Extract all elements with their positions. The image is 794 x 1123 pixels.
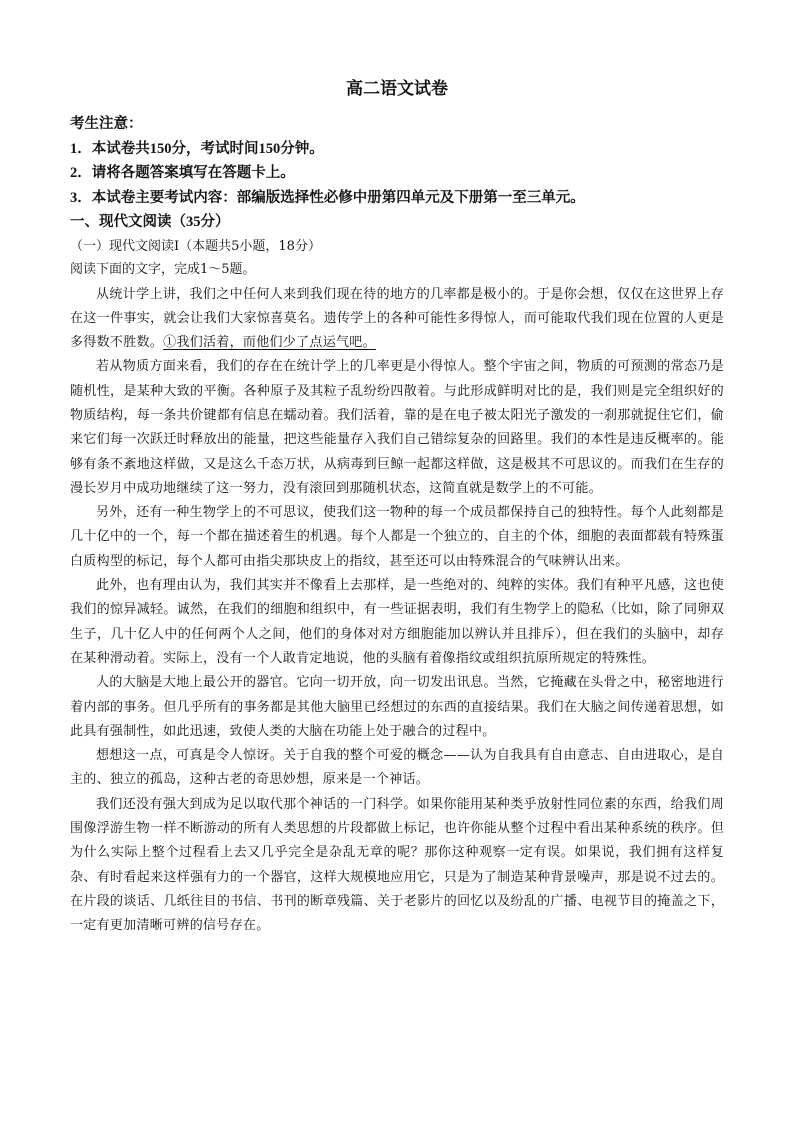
underlined-sentence-1: ①我们活着，而他们少了点运气吧。 — [163, 335, 376, 351]
notice-heading: 考生注意： — [70, 116, 143, 132]
section-heading: 一、现代文阅读（35分） — [70, 214, 230, 230]
passage-paragraph-4: 此外，也有理由认为，我们其实并不像看上去那样，是一些绝对的、纯粹的实体。我们有种平凡感，这也使我们的惊异减轻。诚然，在我们的细胞和组织中，有一些证据表明，我们有生物学上的隐私（比如，除了同卵双生子，几十亿人中的任何两个人之间，他们的身体对对方细胞能加以辨认并且排斥），但在我们的头脑中，却存在某种滑动着。实际上，没有一个人敢肯定地说，他的头脑有着像指纹或组织抗原所规定的特殊性。 — [70, 578, 724, 666]
passage-paragraph-2: 若从物质方面来看，我们的存在在统计学上的几率更是小得惊人。整个宇宙之间，物质的可预测的常态乃是随机性，是某种大致的平衡。各种原子及其粒子乱纷纷四散着。与此形成鲜明对比的是，我们则是完全组织好的物质结构，每一条共价键都有信息在蠕动着。我们活着，靠的是在电子被太阳光子激发的一刹那就捉住它们，偷来它们每一次跃迁时释放出的能量，把这些能量存入我们自己错综复杂的回路里。我们的本性是违反概率的。能够有条不紊地这样做，又是这么千态万状，从病毒到巨鲸一起都这样做，这是极其不可思议的。而我们在生存的漫长岁月中成功地继续了这一努力，没有滚回到那随机状态，这简直就是数学上的不可能。 — [70, 359, 724, 496]
passage-paragraph-3: 另外，还有一种生物学上的不可思议，使我们这一物种的每一个成员都保持自己的独特性。每个人此刻都是几十亿中的一个，每一个都在描述着生的机遇。每个人都是一个独立的、自主的个体，细胞的表面都载有特殊蛋白质构型的标记，每个人都可由指尖那块皮上的指纹，甚至还可以由特殊混合的气味辨认出来。 — [70, 505, 724, 569]
passage-paragraph-1-text: 从统计学上讲，我们之中任何人来到我们现在待的地方的几率都是极小的。于是你会想，仅仅在这世界上存在这一件事实，就会让我们大家惊喜莫名。遗传学上的各种可能性多得惊人，而可能取代我们现在位置的人更是多得数不胜数。 — [70, 286, 724, 351]
passage-paragraph-1 — [70, 283, 724, 356]
subsection-heading: （一）现代文阅读Ⅰ（本题共5小题，18分） — [70, 238, 321, 254]
passage-paragraph-6: 想想这一点，可真是令人惊讶。关于自我的整个可爱的概念——认为自我具有自由意志、自由进取心，是自主的、独立的孤岛，这种古老的奇思妙想，原来是一个神话。 — [70, 748, 724, 788]
notice-item-2: 2．请将各题答案填写在答题卡上。 — [70, 165, 295, 181]
notice-item-1: 1．本试卷共150分，考试时间150分钟。 — [70, 140, 324, 157]
notice-item-3: 3．本试卷主要考试内容：部编版选择性必修中册第四单元及下册第一至三单元。 — [70, 189, 585, 206]
reading-passage — [70, 283, 724, 939]
reading-instruction: 阅读下面的文字，完成1～5题。 — [70, 261, 256, 277]
passage-paragraph-7: 我们还没有强大到成为足以取代那个神话的一门科学。如果你能用某种类乎放射性同位素的东西，给我们周围像浮游生物一样不断游动的所有人类思想的片段都做上标记，也许你能从整个过程中看出某种系统的秩序。但为什么实际上整个过程看上去又几乎完全是杂乱无章的呢？那你这种观察一定有误。如果说，我们拥有这样复杂、有时看起来这样强有力的一个器官，这样大规模地应用它，只是为了制造某种背景噪声，那是说不过去的。在片段的谈话、几纸往目的书信、书刊的断章残篇、关于老影片的回忆以及纷乱的广播、电视节目的掩盖之下，一定有更加清晰可辨的信号存在。 — [70, 796, 724, 934]
passage-paragraph-5: 人的大脑是大地上最公开的器官。它向一切开放，向一切发出讯息。当然，它掩藏在头骨之中，秘密地进行着内部的事务。但几乎所有的事务都是其他大脑里已经想过的东西的直接结果。我们在大脑之间传递着思想，如此具有强制性，如此迅速，致使人类的大脑在功能上处于融合的过程中。 — [70, 675, 724, 739]
page-title: 高二语文试卷 — [346, 79, 448, 99]
